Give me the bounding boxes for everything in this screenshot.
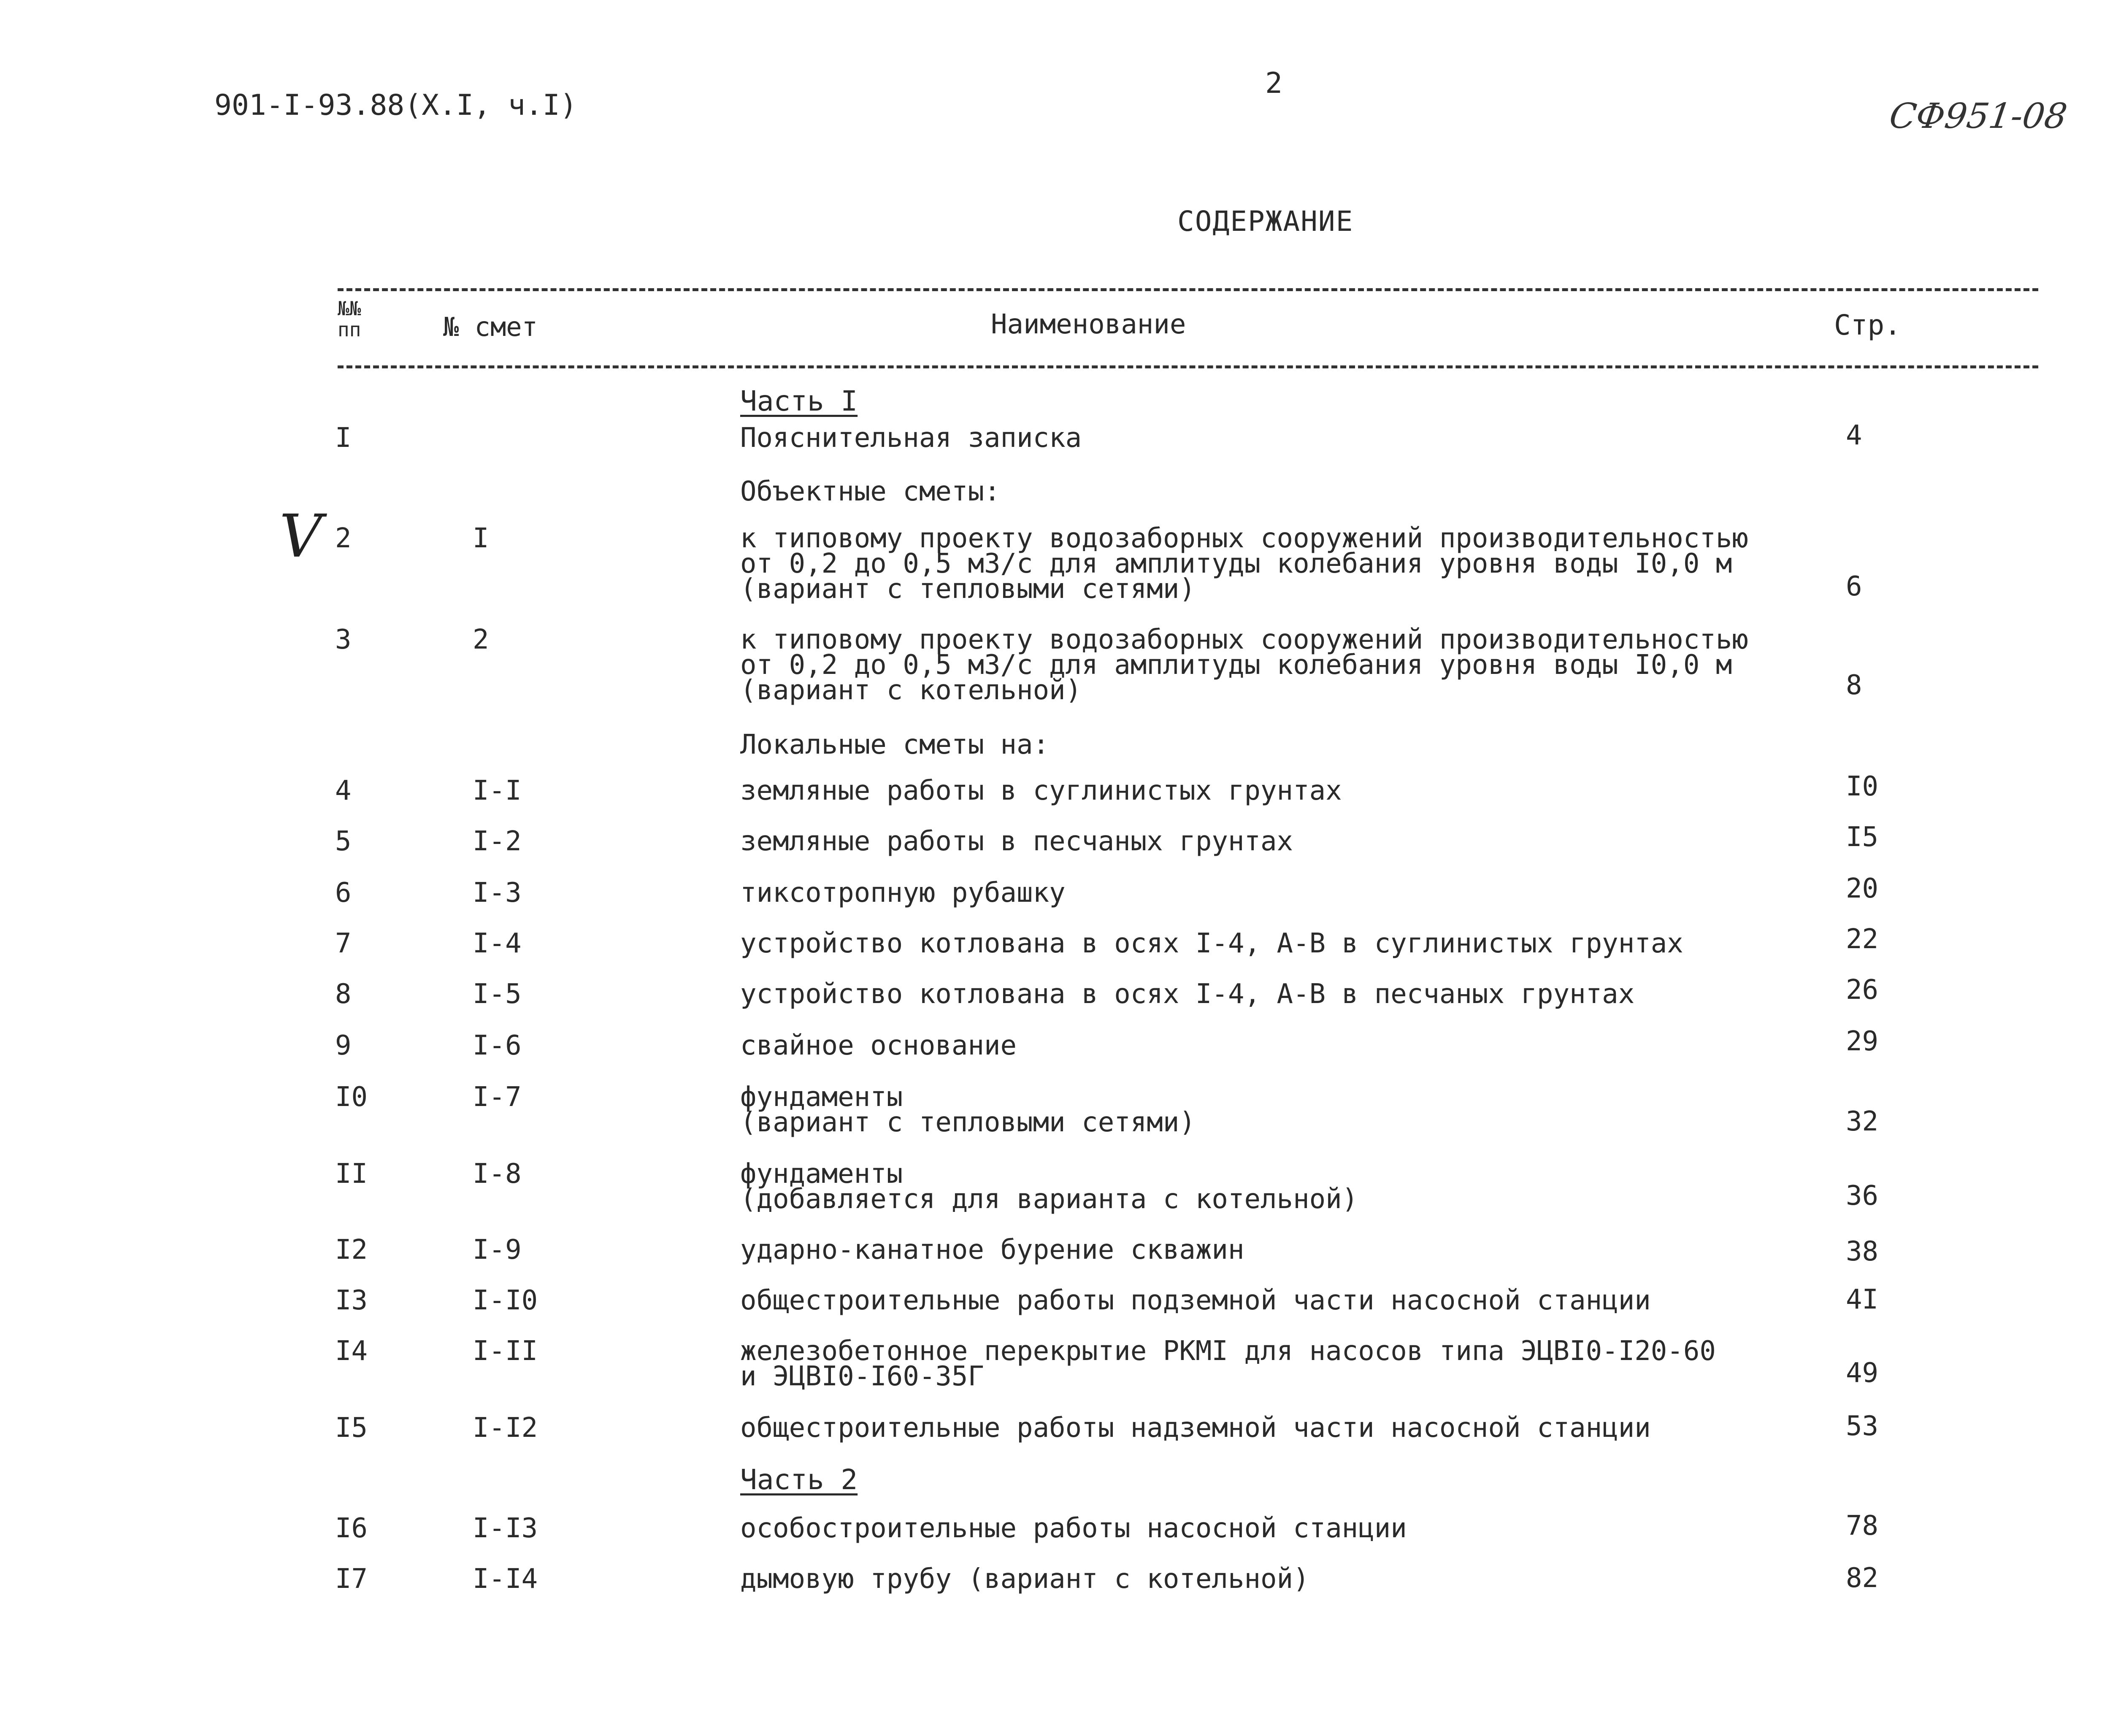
toc-row-title-line: Пояснительная записка [740,422,1082,454]
toc-row-title-line: тиксотропную рубашку [740,877,1066,909]
toc-row-page: 4 [1846,420,1862,451]
toc-row-title-line: общестроительные работы надземной части насосной станции [740,1412,1651,1444]
toc-row-page: 22 [1846,924,1879,955]
toc-row-title-line: и ЭЦВI0-I60-35Г [740,1361,984,1392]
toc-row-estimate-code: I-6 [473,1030,522,1061]
toc-row-page: I5 [1846,822,1879,853]
toc-row-title-line: (добавляется для варианта с котельной) [740,1184,1358,1215]
toc-row-estimate-code: I-5 [473,979,522,1010]
toc-row-title-line: фундаменты [740,1082,903,1113]
toc-row-number: I3 [335,1285,368,1316]
toc-row-number: 6 [335,877,352,909]
toc-row-number: 3 [335,624,352,655]
toc-row-title [740,1336,1716,1392]
archive-code: СФ951-08 [1887,96,2070,136]
toc-row-title-line: фундаменты [740,1158,903,1190]
toc-row-title-line: (вариант с котельной) [740,675,1082,706]
toc-row-page: 20 [1846,873,1879,904]
page-number: 2 [1265,67,1282,100]
toc-row-title-line: к типовому проекту водозаборных сооружений производительностью [740,624,1748,655]
toc-row-page: 82 [1846,1563,1879,1594]
toc-row-title [740,422,1082,454]
toc-row-estimate-code: I-4 [473,928,522,959]
toc-row-title-line: (вариант с тепловыми сетями) [740,573,1196,605]
toc-row-title [740,523,1748,605]
toc-row-title [740,1513,1407,1544]
toc-row-number: I7 [335,1563,368,1595]
subhead-local-estimates: Локальные сметы на: [740,729,1050,760]
toc-row-title [740,928,1683,959]
toc-row-title [740,1563,1309,1595]
toc-row-title [740,775,1342,806]
toc-row-page: 78 [1846,1510,1879,1541]
toc-row-title-line: дымовую трубу (вариант с котельной) [740,1563,1309,1595]
toc-row-page: 29 [1846,1026,1879,1057]
toc-row-estimate-code: I-I0 [473,1285,538,1316]
toc-row-title [740,1412,1651,1444]
toc-row-page: 6 [1846,571,1862,602]
toc-row-page: 49 [1846,1357,1879,1389]
toc-row-title-line: устройство котлована в осях I-4, А-В в песчаных грунтах [740,979,1635,1010]
toc-row-title-line: земляные работы в суглинистых грунтах [740,775,1342,806]
toc-row-number: II [335,1158,368,1190]
toc-row-number: 9 [335,1030,352,1061]
toc-row-estimate-code: I-I3 [473,1513,538,1544]
toc-row-page: 38 [1846,1236,1879,1267]
toc-row-title [740,1082,1196,1138]
column-header-number-line2: пп [338,318,361,341]
toc-row-page: 32 [1846,1106,1879,1137]
toc-row-page: 53 [1846,1411,1879,1442]
toc-row-title-line: к типовому проекту водозаборных сооружений производительностью [740,523,1748,554]
toc-row-number: 2 [335,523,352,554]
toc-row-title [740,826,1293,857]
toc-row-estimate-code: I-I4 [473,1563,538,1595]
toc-row-title [740,979,1635,1010]
toc-row-title [740,877,1066,909]
toc-row-page: 26 [1846,974,1879,1006]
toc-row-page: 8 [1846,670,1862,701]
toc-row-title [740,624,1748,706]
toc-row-number: 4 [335,775,352,806]
toc-row-title-line: земляные работы в песчаных грунтах [740,826,1293,857]
column-header-name: Наименование [991,309,1186,340]
toc-row-title-line: от 0,2 до 0,5 м3/с для амплитуды колебания уровня воды I0,0 м [740,548,1732,579]
toc-row-estimate-code: I-3 [473,877,522,909]
toc-row-number: I0 [335,1082,368,1113]
toc-row-title-line: устройство котлована в осях I-4, А-В в суглинистых грунтах [740,928,1683,959]
toc-row-title-line: (вариант с тепловыми сетями) [740,1107,1196,1138]
document-code: 901-I-93.88(X.I, ч.I) [214,89,577,122]
toc-row-number: I2 [335,1234,368,1265]
toc-row-title [740,1030,1017,1061]
toc-row-estimate-code: I-I2 [473,1412,538,1444]
table-top-rule [338,288,2038,291]
part-2-title: Часть 2 [740,1463,858,1496]
column-header-code: № смет [443,311,538,342]
toc-row-estimate-code: 2 [473,624,489,655]
toc-title: СОДЕРЖАНИЕ [1177,205,1354,238]
column-header-page: Стр. [1834,309,1901,341]
toc-row-number: I [335,422,352,454]
toc-row-estimate-code: I-9 [473,1234,522,1265]
toc-row-title [740,1234,1244,1265]
toc-row-estimate-code: I [473,523,489,554]
toc-row-title [740,1285,1651,1316]
toc-row-title [740,1158,1358,1215]
handwritten-check-mark: V [279,502,322,571]
toc-row-title-line: от 0,2 до 0,5 м3/с для амплитуды колебания уровня воды I0,0 м [740,649,1732,681]
toc-row-title-line: общестроительные работы подземной части насосной станции [740,1285,1651,1316]
toc-row-number: 8 [335,979,352,1010]
subhead-object-estimates: Объектные сметы: [740,476,1001,507]
toc-row-estimate-code: I-II [473,1336,538,1367]
column-header-number-line1: №№ [338,297,361,320]
toc-row-number: I4 [335,1336,368,1367]
toc-row-title-line: железобетонное перекрытие РКМI для насосов типа ЭЦВI0-I20-60 [740,1336,1716,1367]
toc-row-title-line: особостроительные работы насосной станции [740,1513,1407,1544]
part-1-title: Часть I [740,385,858,417]
toc-row-page: 36 [1846,1180,1879,1211]
toc-row-number: I6 [335,1513,368,1544]
toc-row-number: I5 [335,1412,368,1444]
toc-row-title-line: свайное основание [740,1030,1017,1061]
toc-row-page: I0 [1846,771,1879,802]
toc-row-estimate-code: I-7 [473,1082,522,1113]
toc-row-page: 4I [1846,1284,1879,1315]
table-header-rule [338,365,2038,368]
toc-row-title-line: ударно-канатное бурение скважин [740,1234,1244,1265]
column-header-number [338,298,361,340]
toc-row-estimate-code: I-8 [473,1158,522,1190]
toc-row-estimate-code: I-2 [473,826,522,857]
toc-row-estimate-code: I-I [473,775,522,806]
toc-row-number: 5 [335,826,352,857]
toc-row-number: 7 [335,928,352,959]
